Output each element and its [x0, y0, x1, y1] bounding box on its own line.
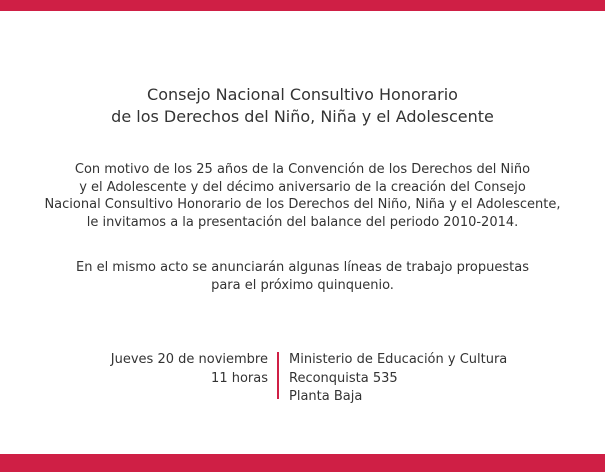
event-datetime: [111, 351, 268, 388]
announcement-paragraph: [0, 259, 605, 294]
paragraph-line: Nacional Consultivo Honorario de los Derechos del Niño, Niña y el Adolescente,: [44, 197, 561, 212]
event-date: Jueves 20 de noviembre: [110, 352, 268, 367]
details-divider: [277, 352, 279, 399]
title-line-1: Consejo Nacional Consultivo Honorario: [147, 85, 458, 104]
event-location: [289, 351, 507, 407]
invitation-paragraph: [0, 161, 605, 231]
event-address: Reconquista 535: [289, 370, 398, 386]
paragraph-line: Con motivo de los 25 años de la Convención de los Derechos del Niño: [74, 162, 531, 177]
paragraph-line: y el Adolescente y del décimo aniversario de la creación del Consejo: [79, 179, 526, 195]
event-time: 11 horas: [211, 370, 268, 386]
paragraph-line: para el próximo quinquenio.: [211, 277, 394, 293]
bottom-accent-bar: [0, 454, 605, 472]
paragraph-line: le invitamos a la presentación del balance del periodo 2010-2014.: [86, 214, 519, 230]
invitation-title: [0, 84, 605, 128]
event-floor: Planta Baja: [289, 389, 363, 404]
paragraph-line: En el mismo acto se anunciarán algunas líneas de trabajo propuestas: [75, 260, 529, 275]
event-venue: Ministerio de Educación y Cultura: [289, 352, 508, 367]
title-line-2: de los Derechos del Niño, Niña y el Adolescente: [111, 107, 494, 126]
top-accent-bar: [0, 0, 605, 11]
